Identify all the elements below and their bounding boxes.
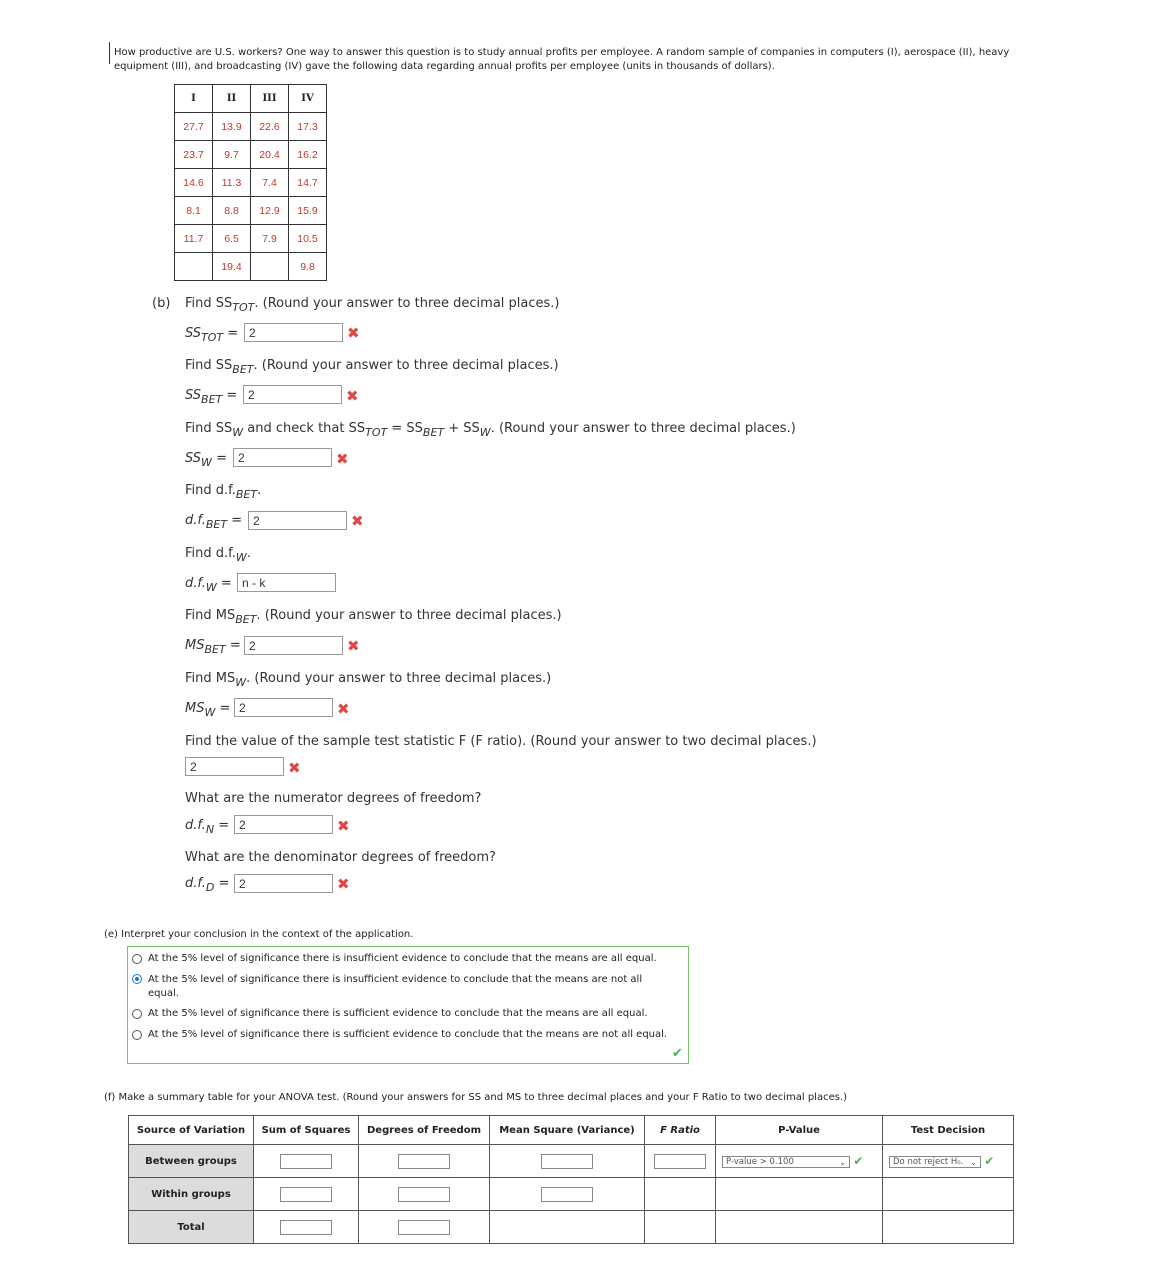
data-cell: 11.3 <box>213 169 251 197</box>
part-f-title: (f) Make a summary table for your ANOVA test. (Round your answers for SS and MS to three decimal places and your F Ratio to two decimal places.) <box>104 1092 848 1103</box>
correct-check-icon: ✔ <box>853 1154 864 1168</box>
question-ssbet: Find $SS_{BET}$. (Round your answer to three decimal places.) <box>185 358 559 376</box>
radio-button[interactable] <box>132 954 142 964</box>
header-ms: Mean Square (Variance) <box>490 1116 645 1145</box>
data-cell: 22.6 <box>251 113 289 141</box>
data-cell: 15.9 <box>289 197 327 225</box>
question-sstot: Find $SS_{TOT}$. (Round your answer to three decimal places.) <box>185 296 560 314</box>
radio-button-selected[interactable] <box>132 974 142 984</box>
data-cell <box>175 253 213 281</box>
dfbet-input[interactable]: 2 <box>248 511 347 530</box>
question-dfw: Find $d.f._W$. <box>185 546 251 564</box>
data-cell: 10.5 <box>289 225 327 253</box>
question-dfd: What are the denominator degrees of freedom? <box>185 850 496 865</box>
data-cell: 14.6 <box>175 169 213 197</box>
data-cell: 9.8 <box>289 253 327 281</box>
radio-button[interactable] <box>132 1030 142 1040</box>
data-cell: 12.9 <box>251 197 289 225</box>
dfw-input[interactable]: n - k <box>237 573 336 592</box>
question-f-ratio: Find the value of the sample test statistic F (F ratio). (Round your answer to two decimal places.) <box>185 734 817 749</box>
wrong-icon: ✖ <box>347 637 360 655</box>
sstot-label: $SS_{TOT}$ = <box>185 326 239 344</box>
msw-input[interactable]: 2 <box>234 698 333 717</box>
dfbet-label: $d.f._{BET}$ = <box>185 513 243 531</box>
option-2[interactable] <box>132 973 662 1001</box>
wrong-icon: ✖ <box>337 875 350 893</box>
option-4[interactable] <box>132 1029 667 1040</box>
option-label: At the 5% level of significance there is sufficient evidence to conclude that the means are not all equal. <box>148 1029 668 1040</box>
question-ssw: Find $SS_W$ and check that $SS_{TOT} = SS_{BET} + SS_W$. (Round your answer to three decimal places.) <box>185 421 796 439</box>
header-source: Source of Variation <box>129 1116 254 1145</box>
header-f-ratio: F Ratio <box>645 1116 716 1145</box>
option-label: At the 5% level of significance there is insufficient evidence to conclude that the means are not all equal. <box>148 974 643 999</box>
part-b-label: (b) <box>152 296 171 311</box>
question-dfbet: Find $d.f._{BET}$. <box>185 483 262 501</box>
dfw-label: $d.f._W$ = <box>185 576 232 594</box>
header-ss: Sum of Squares <box>254 1116 359 1145</box>
wrong-icon: ✖ <box>346 387 359 405</box>
empty-cell <box>645 1211 716 1244</box>
question-msbet: Find $MS_{BET}$. (Round your answer to three decimal places.) <box>185 608 562 626</box>
empty-cell <box>490 1211 645 1244</box>
col-header-IV: IV <box>289 85 327 113</box>
data-table <box>174 84 327 281</box>
correct-check-icon: ✔ <box>984 1154 995 1168</box>
data-cell: 7.9 <box>251 225 289 253</box>
data-cell: 20.4 <box>251 141 289 169</box>
option-1[interactable] <box>132 953 657 964</box>
msw-label: $MS_W$ = <box>185 701 231 719</box>
table-row <box>129 1145 1014 1178</box>
table-row <box>129 1178 1014 1211</box>
wrong-icon: ✖ <box>351 512 364 530</box>
empty-cell <box>883 1211 1014 1244</box>
wrong-icon: ✖ <box>336 450 349 468</box>
empty-cell <box>883 1178 1014 1211</box>
data-cell: 7.4 <box>251 169 289 197</box>
interpretation-options <box>127 946 689 1064</box>
data-cell: 19.4 <box>213 253 251 281</box>
data-cell: 27.7 <box>175 113 213 141</box>
anova-summary-table <box>128 1115 1014 1244</box>
header-decision: Test Decision <box>883 1116 1014 1145</box>
wrong-icon: ✖ <box>347 324 360 342</box>
option-label: At the 5% level of significance there is insufficient evidence to conclude that the means are all equal. <box>148 953 657 964</box>
msbet-label: $MS_{BET}$ = <box>185 638 241 656</box>
wrong-icon: ✖ <box>337 700 350 718</box>
ss-total-input[interactable] <box>280 1220 332 1235</box>
ssw-input[interactable]: 2 <box>233 448 332 467</box>
col-header-III: III <box>251 85 289 113</box>
data-cell: 8.1 <box>175 197 213 225</box>
data-cell: 13.9 <box>213 113 251 141</box>
dfn-label: $d.f._N$ = <box>185 818 230 836</box>
chevron-down-icon: ⌄ <box>839 1158 846 1167</box>
data-cell: 6.5 <box>213 225 251 253</box>
row-label: Within groups <box>129 1178 254 1211</box>
intro-text: How productive are U.S. workers? One way to answer this question is to study annual profits per employee. A random sample of companies in computers (I), aerospace (II), heavy equipment (III), and broadcasting (IV) gave the following data regarding annual profits per employee (units in thousands of dollars). <box>114 47 1010 72</box>
row-label: Between groups <box>129 1145 254 1178</box>
data-cell: 9.7 <box>213 141 251 169</box>
dfd-input[interactable]: 2 <box>234 874 333 893</box>
header-p-value: P-Value <box>716 1116 883 1145</box>
ss-between-input[interactable] <box>280 1154 332 1169</box>
row-label: Total <box>129 1211 254 1244</box>
correct-check-icon: ✔ <box>672 1046 683 1061</box>
data-cell: 23.7 <box>175 141 213 169</box>
data-cell: 14.7 <box>289 169 327 197</box>
part-e-title: (e) Interpret your conclusion in the context of the application. <box>104 929 414 940</box>
ms-between-input[interactable] <box>541 1154 593 1169</box>
col-header-II: II <box>213 85 251 113</box>
table-row <box>129 1211 1014 1244</box>
ssbet-label: $SS_{BET}$ = <box>185 388 238 406</box>
data-cell: 16.2 <box>289 141 327 169</box>
data-cell: 17.3 <box>289 113 327 141</box>
col-header-I: I <box>175 85 213 113</box>
empty-cell <box>716 1211 883 1244</box>
data-cell: 11.7 <box>175 225 213 253</box>
data-cell <box>251 253 289 281</box>
df-within-input[interactable] <box>398 1187 450 1202</box>
radio-button[interactable] <box>132 1009 142 1019</box>
ss-within-input[interactable] <box>280 1187 332 1202</box>
f-ratio-input[interactable]: 2 <box>185 757 284 776</box>
data-cell: 8.8 <box>213 197 251 225</box>
test-decision-select[interactable]: Do not reject H₀. ⌄ <box>889 1156 981 1168</box>
df-total-input[interactable] <box>398 1220 450 1235</box>
ssw-label: $SS_W$ = <box>185 451 227 469</box>
ms-within-input[interactable] <box>541 1187 593 1202</box>
p-value-select[interactable]: P-value > 0.100 ⌄ <box>722 1156 850 1168</box>
empty-cell <box>716 1178 883 1211</box>
wrong-icon: ✖ <box>337 817 350 835</box>
ssbet-input[interactable]: 2 <box>243 385 342 404</box>
chevron-down-icon: ⌄ <box>970 1158 977 1167</box>
option-label: At the 5% level of significance there is sufficient evidence to conclude that the means are all equal. <box>148 1008 648 1019</box>
sstot-input[interactable]: 2 <box>244 323 343 342</box>
option-3[interactable] <box>132 1008 648 1019</box>
header-df: Degrees of Freedom <box>359 1116 490 1145</box>
df-between-input[interactable] <box>398 1154 450 1169</box>
f-ratio-table-input[interactable] <box>654 1154 706 1169</box>
dfn-input[interactable]: 2 <box>234 815 333 834</box>
wrong-icon: ✖ <box>288 759 301 777</box>
question-msw: Find $MS_W$. (Round your answer to three decimal places.) <box>185 671 552 689</box>
empty-cell <box>645 1178 716 1211</box>
dfd-label: $d.f._D$ = <box>185 876 230 894</box>
msbet-input[interactable]: 2 <box>244 636 343 655</box>
question-dfn: What are the numerator degrees of freedom? <box>185 791 482 806</box>
